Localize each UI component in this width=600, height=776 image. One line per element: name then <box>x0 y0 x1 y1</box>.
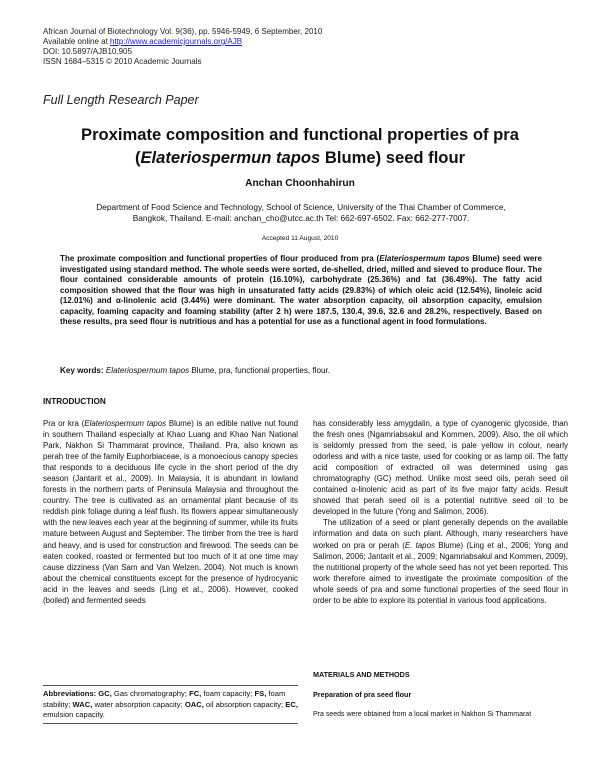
intro-right-p2-rest: Blume) (Ling et al., 2006; Yong and Salimon, 2006; Jantarit et al., 2009; Ngamriabsakul and Kommen, 2009), the nutritional property of the whole seed has not yet been reported. This work therefore aimed to investigate the proximate composition of the whole seeds of pra and some functional properties of the seed flour in order to be able to explore its potential in various food applications. <box>313 540 569 605</box>
footnote-divider-top <box>43 685 298 686</box>
abstract-species: Elateriospermum tapos <box>379 254 470 263</box>
issn-line: ISSN 1684–5315 © 2010 Academic Journals <box>43 57 202 66</box>
abbr-definition: foam capacity; <box>201 689 255 698</box>
intro-p1-rest: Blume) is an edible native nut found in southern Thailand especially at Khao Luang and Khao Nan National Park, Nakhon Si Thammarat province, Thailand. Pra, also known as perah tree of the family Euphorbiaceae, is a monoecious canopy species that responds to a deciduous life cycle in the short period of the dry season (Jantarit et al., 2009). In Malaysia, it is abundant in lowland forests in the northern parts of Peninsula Malaysia and throughout the country. The tree is cultivated as an ornamental plant because of its reddish pink foliage during a leaf flush. Its flowers appear simultaneously with the new leaves each year at the beginning of summer, while its fruits mature between August and September. The timber from the tree is hard and heavy, and is used for construction and firewood. The seeds can be eaten cooked, roasted or fermented but too much of it at one time may cause dizziness (Van Sam and Van Welzen, 2004). Not much is known about the chemical constituents except for the presence of hydrocyanic acid in the leaves and seeds (Ling et al., 2006). However, cooked (boiled) and fermented seeds <box>43 419 298 605</box>
abstract-part-1: The proximate composition and functional properties of flour produced from pra ( <box>60 254 380 263</box>
availability-line <box>43 37 563 47</box>
paper-title <box>24 123 576 169</box>
title-species: Elateriospermun tapos <box>140 148 321 167</box>
doi-line: DOI: 10.5897/AJB10.905 <box>43 47 132 56</box>
intro-p1-species: Elateriospermum tapos <box>84 419 167 428</box>
abbr-term: EC, <box>285 699 298 709</box>
right-column <box>313 418 568 606</box>
keywords <box>60 366 542 377</box>
intro-right-p2-species: E. tapos <box>404 540 435 550</box>
abbr-definition: foam stability; <box>43 689 286 709</box>
keywords-rest: Blume, pra, functional properties, flour. <box>189 366 330 375</box>
journal-header <box>43 27 563 67</box>
intro-p1-start: Pra or kra ( <box>43 419 85 428</box>
intro-paragraph-right-1: has considerably less amygdalin, a type of cyanogenic glycoside, than the fresh ones (Ngamriabsakul and Kommen, 2009). Also, the oil which is seldomly pressed from the seed, is pale yellow in colour, nearly odorless and with a nice taste, used for cooking or as lamp oil. The fatty acid composition of extracted oil was determined using gas chromatography (GC) method. Unlike most seed oils, perah seed oil contained α-linolenic acid as part of its five major fatty acids. Result showed that perah seed oil is a potential nutritive seed oil to be developed in the future (Yong and Salimon, 2006). <box>313 419 568 517</box>
affiliation <box>48 202 554 224</box>
title-line-2: Blume) seed flour <box>320 148 466 167</box>
methods-heading: MATERIALS AND METHODS <box>313 670 410 679</box>
abbr-term: FC, <box>189 689 202 698</box>
methods-first-line: Pra seeds were obtained from a local market in Nakhon Si Thammarat <box>313 711 532 718</box>
availability-prefix: Available online at <box>43 37 111 46</box>
accepted-date: Accepted 11 August, 2010 <box>261 235 339 242</box>
abbr-term: GC, <box>98 689 112 698</box>
abstract-part-2: Blume) seed were investigated using standard method. The whole seeds were sorted, de-shelled, dried, milled and sieved to produce flour. The flour contained considerable amounts of protein (16.10%), carbohydrate (25.36%) and fat (36.49%). The fatty acid composition showed that the flour was high in unsaturated fatty acids (29.83%) of which oleic acid (12.54%), linoleic acid (12.01%) and α-linolenic acid (3.44%) were dominant. The water absorption capacity, oil absorption capacity, emulsion capacity, foaming capacity and foaming stability (after 2 h) were 187.5, 130.4, 39.6, 32.6 and 28.2%, respectively. Based on these results, pra seed flour is nutritious and has a potential for use as a functional agent in food formulations. <box>60 254 542 326</box>
keywords-species: Elateriospermum tapos <box>105 366 190 375</box>
journal-citation: African Journal of Biotechnology Vol. 9(36), pp. 5946-5949, 6 September, 2010 <box>43 27 323 36</box>
abbr-definition: emulsion capacity. <box>43 710 105 720</box>
introduction-heading: INTRODUCTION <box>43 397 106 406</box>
abbreviations-label: Abbreviations: <box>43 689 97 698</box>
intro-right-p2-start: The utilization of a seed or plant generally depends on the available information and data on such plant. Although, many researchers have worked on pra or perah ( <box>313 518 568 550</box>
abbr-definition: oil absorption capacity; <box>203 699 286 709</box>
abbr-term: FS, <box>254 689 267 698</box>
title-open-paren: ( <box>134 148 141 167</box>
article-type: Full Length Research Paper <box>43 93 199 107</box>
author-name: Anchan Choonhahirun <box>245 178 355 189</box>
keywords-label: Key words: <box>60 366 104 375</box>
abbr-definition: water absorption capacity; <box>92 699 185 709</box>
intro-paragraph-1 <box>43 418 298 606</box>
left-column <box>43 418 298 606</box>
abbr-definition: Gas chromatography; <box>111 689 190 698</box>
affiliation-line-1: Department of Food Science and Technology, School of Science, University of the Thai Chamber of Commerce, <box>96 202 506 212</box>
journal-link[interactable]: http://www.academicjournals.org/AJB <box>110 37 243 46</box>
methods-subheading: Preparation of pra seed flour <box>313 690 412 699</box>
abbreviations-footnote <box>43 689 298 721</box>
affiliation-line-2: Bangkok, Thailand. E-mail: anchan_cho@utcc.ac.th Tel: 662-697-6502. Fax: 662-277-7007. <box>132 213 470 223</box>
title-line-1: Proximate composition and functional properties of pra <box>81 125 519 144</box>
intro-paragraph-right-2 <box>313 517 568 605</box>
abstract <box>60 254 542 328</box>
abbr-term: WAC, <box>72 699 93 709</box>
abbr-term: OAC, <box>184 699 204 709</box>
footnote-divider-bottom <box>43 723 298 724</box>
